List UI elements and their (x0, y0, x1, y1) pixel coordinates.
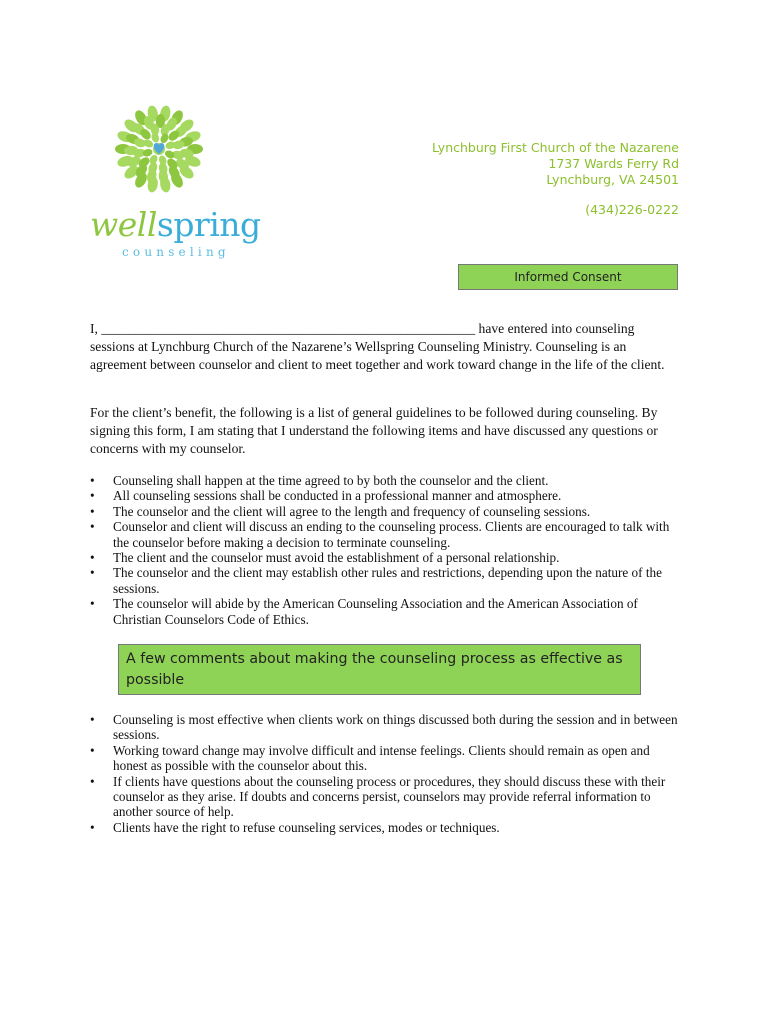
bullet-icon: • (90, 819, 95, 835)
bullet-icon: • (90, 550, 95, 566)
church-address (432, 140, 679, 218)
intro-paragraph: I, _______________________________________________________ have entered into counseling sessions at Lynchburg Church of the Nazarene’s Wellspring Counseling Ministry. Counseling is an agreement between counselor and client to meet together and work toward change in the life of the client. (90, 321, 665, 372)
list-item-text: All counseling sessions shall be conducted in a professional manner and atmosphere. (113, 488, 562, 504)
bullet-icon: • (90, 742, 95, 758)
list-item (90, 596, 682, 627)
list-item (90, 519, 682, 550)
flower-petal (142, 148, 154, 158)
list-item (90, 743, 682, 774)
list-item (90, 473, 682, 488)
logo-word-part1: well (90, 205, 157, 244)
list-item-text: Counseling shall happen at the time agreed to by both the counselor and the client. (113, 473, 549, 488)
list-item-text: The counselor will abide by the American Counseling Association and the American Association of Christian Counselors Code of Ethics. (113, 596, 638, 627)
bullet-icon: • (90, 712, 95, 727)
list-item-text: Counseling is most effective when clients work on things discussed both during the session and in between sessions. (113, 712, 678, 743)
bullet-icon: • (90, 519, 95, 535)
list-item (90, 565, 682, 596)
bullet-icon: • (90, 565, 95, 581)
bullet-icon: • (90, 596, 95, 612)
comments-heading-text: A few comments about making the counseling process as effective as possible (126, 651, 623, 688)
bullet-icon: • (90, 473, 95, 488)
flower-petal (150, 132, 160, 144)
list-item (90, 774, 682, 820)
phone-number: (434)226-0222 (585, 202, 679, 217)
wellspring-logo (86, 104, 261, 264)
list-item (90, 504, 682, 519)
flower-logo-icon (114, 104, 204, 194)
list-item-text: Clients have the right to refuse counseling services, modes or techniques. (113, 819, 500, 835)
logo-wordmark (90, 205, 261, 244)
street-address: 1737 Wards Ferry Rd (548, 156, 679, 171)
bullet-icon: • (90, 503, 95, 519)
list-item-text: Working toward change may involve difficult and intense feelings. Clients should remain as open and honest as possible with the counselor about this. (113, 742, 650, 774)
city-state-zip: Lynchburg, VA 24501 (546, 172, 679, 187)
informed-consent-heading (458, 264, 678, 290)
logo-word-part2: spring (156, 205, 261, 244)
bullet-icon: • (90, 488, 95, 504)
flower-petal (165, 140, 177, 150)
list-item (90, 712, 682, 743)
church-name: Lynchburg First Church of the Nazarene (431, 140, 679, 155)
comments-heading (118, 644, 641, 695)
guidelines-list (90, 473, 682, 627)
list-item (90, 550, 682, 565)
list-item-text: The counselor and the client will agree to the length and frequency of counseling sessions. (113, 503, 591, 519)
flower-petal (158, 155, 168, 167)
comments-list (90, 712, 682, 835)
bullet-icon: • (90, 773, 95, 789)
list-item (90, 488, 682, 503)
logo-subtitle: counseling (122, 245, 230, 259)
list-item (90, 820, 682, 835)
guidelines-intro-paragraph: For the client’s benefit, the following is a list of general guidelines to be followed during counseling. By signing this form, I am stating that I understand the following items and have discussed any questions or concerns with my counselor. (90, 405, 658, 456)
list-item-text: The counselor and the client may establish other rules and restrictions, depending upon the nature of the sessions. (113, 565, 662, 596)
list-item-text: If clients have questions about the counseling process or procedures, they should discuss these with their counselor as they arise. If doubts and concerns persist, counselors may provide referral information to another source of help. (113, 773, 666, 820)
list-item-text: The client and the counselor must avoid the establishment of a personal relationship. (113, 550, 560, 566)
informed-consent-label: Informed Consent (514, 270, 622, 284)
list-item-text: Counselor and client will discuss an ending to the counseling process. Clients are encouraged to talk with the counselor before making a decision to terminate counseling. (113, 519, 670, 550)
